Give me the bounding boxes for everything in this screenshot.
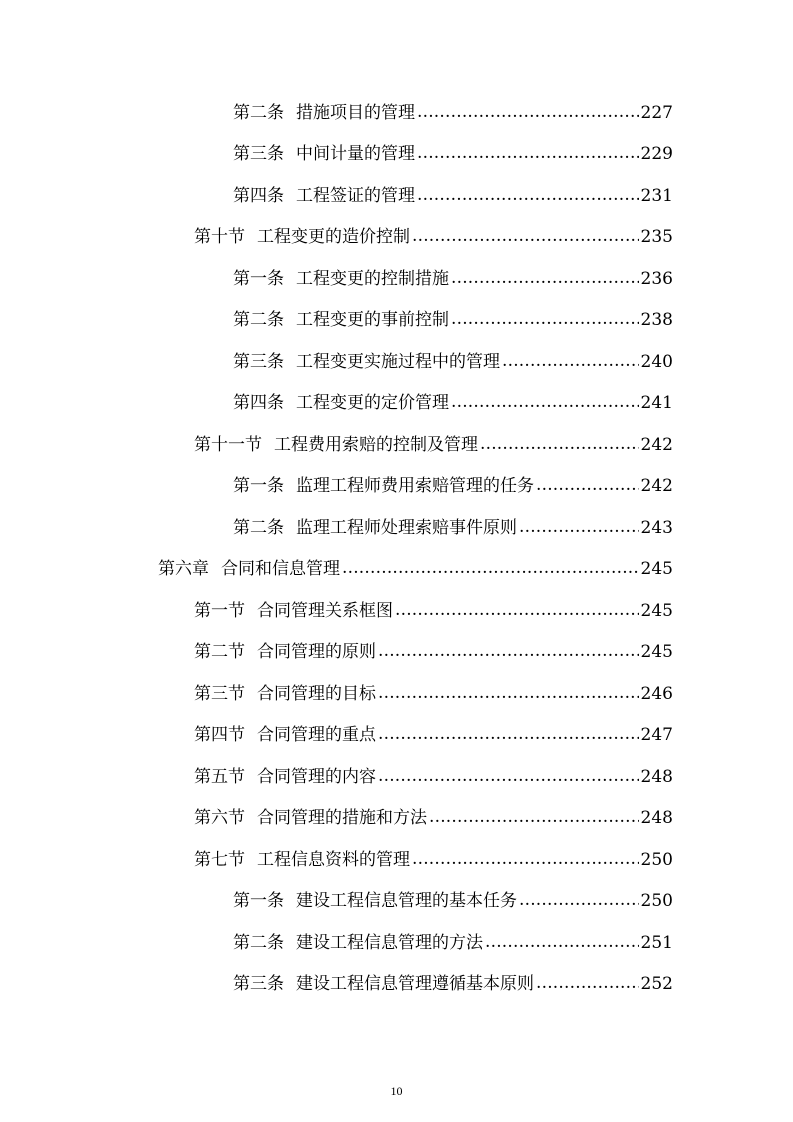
toc-entry[interactable]: [0, 92, 793, 134]
toc-entry-page: 250: [640, 891, 673, 912]
toc-entry-page: 227: [640, 102, 673, 123]
toc-entry-page: 247: [640, 725, 673, 746]
toc-entry[interactable]: [0, 507, 793, 549]
dot-leader: [536, 972, 639, 996]
toc-entry[interactable]: [0, 466, 793, 508]
toc-entry[interactable]: [0, 258, 793, 300]
page-number: 10: [390, 1084, 403, 1098]
dot-leader: [519, 516, 639, 540]
toc-entry-label: 第一条: [233, 476, 284, 497]
dot-leader: [412, 848, 639, 872]
toc-entry-label: 第十一节: [194, 434, 262, 455]
toc-entry-title: 中间计量的管理: [296, 144, 415, 165]
toc-entry-title: 合同和信息管理: [221, 559, 340, 580]
toc-entry-label: 第十节: [194, 227, 245, 248]
toc-entry-title: 合同管理的重点: [257, 725, 376, 746]
toc-entry-label: 第二条: [233, 310, 284, 331]
toc-entry-label: 第一条: [233, 891, 284, 912]
toc-entry-title: 建设工程信息管理遵循基本原则: [296, 974, 534, 995]
toc-entry-page: 238: [640, 310, 673, 331]
toc-entry-title: 工程变更的控制措施: [296, 268, 449, 289]
dot-leader: [451, 308, 639, 332]
toc-entry-page: 245: [640, 642, 673, 663]
toc-entry-label: 第一节: [194, 600, 245, 621]
toc-entry-page: 231: [640, 185, 673, 206]
dot-leader: [451, 391, 639, 415]
toc-entry-title: 工程费用索赔的控制及管理: [274, 434, 478, 455]
toc-entry-page: 236: [640, 268, 673, 289]
dot-leader: [536, 474, 639, 498]
toc-entry-title: 工程变更实施过程中的管理: [296, 351, 500, 372]
toc-entry-title: 合同管理的措施和方法: [257, 808, 427, 829]
dot-leader: [417, 184, 639, 208]
toc-entry-title: 工程签证的管理: [296, 185, 415, 206]
toc-entry-label: 第三条: [233, 974, 284, 995]
toc-entry-title: 措施项目的管理: [296, 102, 415, 123]
toc-entry[interactable]: [0, 756, 793, 798]
toc-entry[interactable]: [0, 590, 793, 632]
dot-leader: [378, 765, 639, 789]
toc-entry-title: 工程信息资料的管理: [257, 849, 410, 870]
toc-entry-label: 第六节: [194, 808, 245, 829]
toc-entry[interactable]: [0, 217, 793, 259]
toc-entry-label: 第三节: [194, 683, 245, 704]
toc-entry-page: 245: [640, 559, 673, 580]
toc-entry[interactable]: [0, 922, 793, 964]
dot-leader: [417, 142, 639, 166]
toc-entry-page: 242: [640, 434, 673, 455]
toc-entry-title: 建设工程信息管理的方法: [296, 932, 483, 953]
toc-entry-label: 第四节: [194, 725, 245, 746]
toc-entry-label: 第二条: [233, 517, 284, 538]
toc-entry-page: 229: [640, 144, 673, 165]
toc-entry[interactable]: [0, 424, 793, 466]
dot-leader: [451, 267, 639, 291]
toc-entry-page: 251: [640, 932, 673, 953]
toc-entry[interactable]: [0, 715, 793, 757]
toc-entry-page: 246: [640, 683, 673, 704]
toc-entry-page: 248: [640, 766, 673, 787]
toc-entry-page: 242: [640, 476, 673, 497]
toc-entry-label: 第二节: [194, 642, 245, 663]
toc-entry-label: 第二条: [233, 102, 284, 123]
toc-entry-title: 合同管理关系框图: [257, 600, 393, 621]
dot-leader: [378, 723, 639, 747]
toc-entry-title: 建设工程信息管理的基本任务: [296, 891, 517, 912]
toc-entry-page: 252: [640, 974, 673, 995]
dot-leader: [417, 101, 639, 125]
dot-leader: [378, 640, 639, 664]
toc-entry-label: 第五节: [194, 766, 245, 787]
dot-leader: [429, 806, 639, 830]
toc-entry-title: 合同管理的内容: [257, 766, 376, 787]
toc-entry[interactable]: [0, 383, 793, 425]
table-of-contents: [0, 92, 793, 1005]
toc-entry[interactable]: [0, 881, 793, 923]
toc-entry-page: 235: [640, 227, 673, 248]
dot-leader: [395, 599, 639, 623]
toc-entry-label: 第四条: [233, 393, 284, 414]
toc-entry-title: 工程变更的事前控制: [296, 310, 449, 331]
toc-entry[interactable]: [0, 175, 793, 217]
dot-leader: [519, 889, 639, 913]
toc-entry-label: 第三条: [233, 144, 284, 165]
toc-entry-title: 工程变更的定价管理: [296, 393, 449, 414]
toc-entry-title: 监理工程师费用索赔管理的任务: [296, 476, 534, 497]
toc-entry-label: 第二条: [233, 932, 284, 953]
toc-entry-label: 第六章: [158, 559, 209, 580]
toc-entry-page: 241: [640, 393, 673, 414]
toc-entry-title: 合同管理的原则: [257, 642, 376, 663]
toc-entry-page: 243: [640, 517, 673, 538]
toc-entry[interactable]: [0, 549, 793, 591]
toc-entry[interactable]: [0, 964, 793, 1006]
toc-entry[interactable]: [0, 798, 793, 840]
toc-entry[interactable]: [0, 673, 793, 715]
toc-entry[interactable]: [0, 134, 793, 176]
toc-entry-page: 250: [640, 849, 673, 870]
toc-entry-title: 工程变更的造价控制: [257, 227, 410, 248]
dot-leader: [502, 350, 639, 374]
toc-entry[interactable]: [0, 341, 793, 383]
toc-entry-label: 第三条: [233, 351, 284, 372]
dot-leader: [378, 682, 639, 706]
toc-entry-page: 245: [640, 600, 673, 621]
toc-entry[interactable]: [0, 839, 793, 881]
toc-entry[interactable]: [0, 300, 793, 342]
toc-entry-label: 第一条: [233, 268, 284, 289]
dot-leader: [412, 225, 639, 249]
toc-entry-label: 第七节: [194, 849, 245, 870]
toc-entry-page: 240: [640, 351, 673, 372]
dot-leader: [480, 433, 639, 457]
dot-leader: [485, 931, 639, 955]
toc-entry-title: 监理工程师处理索赔事件原则: [296, 517, 517, 538]
dot-leader: [342, 557, 639, 581]
toc-entry-label: 第四条: [233, 185, 284, 206]
toc-entry[interactable]: [0, 632, 793, 674]
toc-entry-title: 合同管理的目标: [257, 683, 376, 704]
toc-entry-page: 248: [640, 808, 673, 829]
